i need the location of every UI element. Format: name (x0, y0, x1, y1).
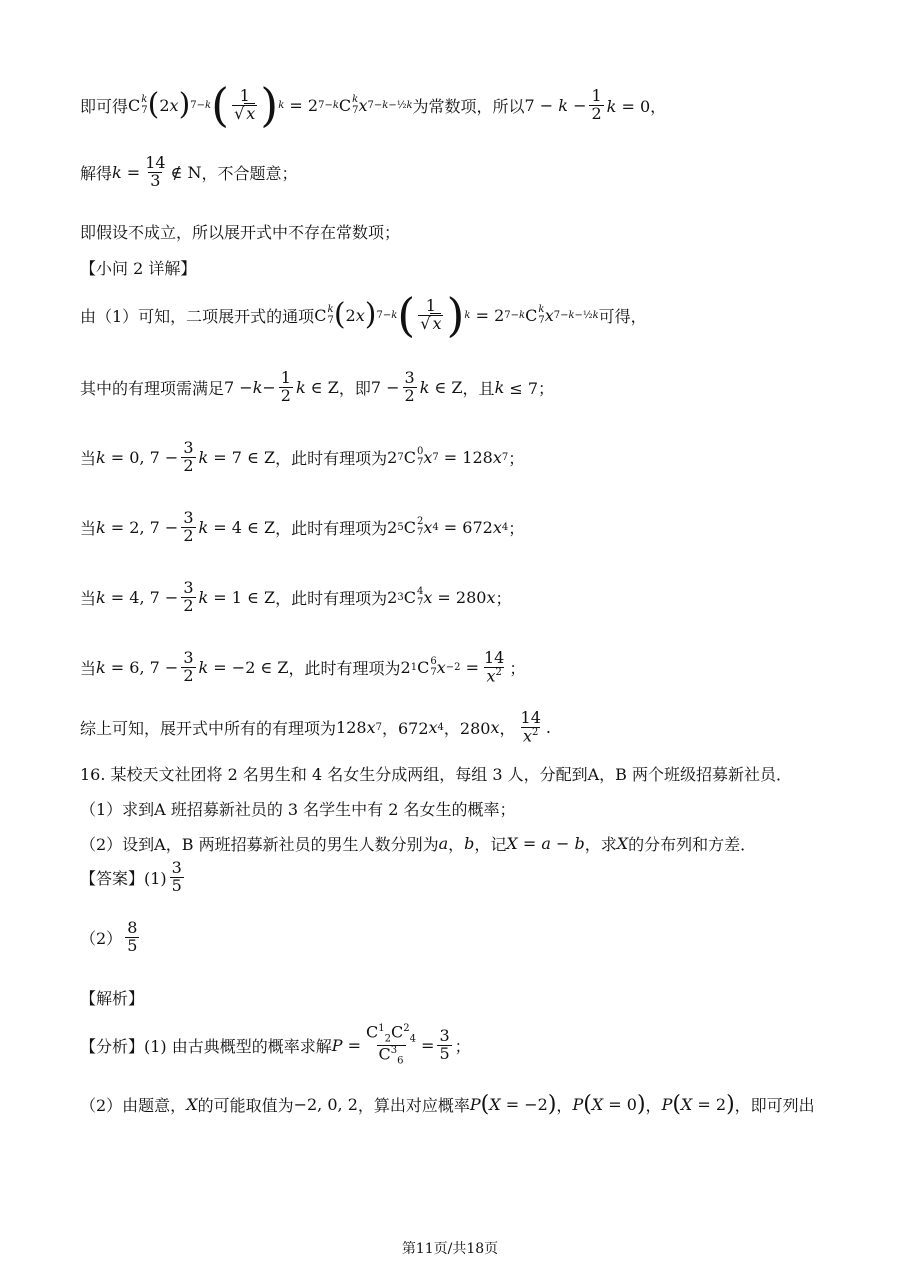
text: （2） (80, 928, 123, 948)
text: 解得 (80, 163, 113, 183)
analysis-line-2: （2）由题意， X 的可能取值为 −2, 0, 2 ，算出对应概率 P ( X = −2 ) ， P ( X = 0 ) ， P ( X = 2 ) ，即可列出 (80, 1091, 815, 1117)
answer-2: （2） $\frac{8}{5}$ (80, 918, 138, 955)
section-heading (80, 256, 196, 279)
text: 的分布列和方差． (628, 835, 757, 854)
line-k4: 当 k = 4, 7 − $\frac{3}{2}$ k = 1 ∈ Z ，此时有理项为 2 3 C 4 7 x = 280 x ； (80, 578, 512, 615)
line-6: 其中的有理项需满足 7 − k − $\frac{1}{2}$ k ∈ Z ，即 7 − $\frac{3}{2}$ k ∈ Z ，且 k ≤ 7； (80, 368, 555, 405)
answer-1: 【答案】(1) $\frac{3}{5}$ (80, 858, 182, 895)
text: （2）由题意， (80, 1096, 187, 1115)
text: （2）设到A，B 两班招募新社员的男生人数分别为 (80, 835, 439, 854)
line-1: 即可得 C k 7 ( 2 x ) 7−k ( $\frac{1}{√ x}$ ) k = 2 7−k C k 7 x 7−k−½k 为常数项，所以 7 − k − $\frac{1}{2}$ k = 0， (80, 78, 667, 132)
text: 当 (80, 448, 97, 468)
text: ，且 (462, 378, 495, 398)
line-summary: 综上可知，展开式中所有的有理项为 128 x 7 ，672 x 4 ，280 x ， $\frac{14}{x^2}$ . (80, 708, 551, 746)
text: 综上可知，展开式中所有的有理项为 (80, 718, 337, 738)
question-16-part1 (80, 797, 516, 820)
line-3 (80, 220, 400, 243)
analysis-line: 【分析】(1) 由古典概型的概率求解 P = $\frac{C^1_2C^2_4}{C^3_6}$ = $\frac{3}{5}$ ； (80, 1022, 471, 1067)
line-2: 解得 k = $\frac{14}{3}$ ∉ N ，不合题意； (80, 153, 298, 190)
text: 【答案】(1) (80, 868, 167, 888)
text: 当 (80, 658, 97, 678)
line-k2: 当 k = 2, 7 − $\frac{3}{2}$ k = 4 ∈ Z ，此时有理项为 2 5 C 2 7 x 4 = 672 x 4 ； (80, 508, 525, 545)
text: ，即可列出 (734, 1096, 815, 1115)
page-footer: 第11页/共18页 (401, 1241, 499, 1257)
line-5: 由（1）可知，二项展开式的通项 C k 7 ( 2 x ) 7−k ( $\frac{1}{√ x}$ ) k = 2 7−k C k 7 x 7−k−½k 可得， (80, 288, 647, 342)
text: 【小问 2 详解】 (80, 259, 197, 278)
text: ，记 (474, 835, 507, 854)
text: ，算出对应概率 (357, 1096, 470, 1115)
text: ，即 (338, 378, 371, 398)
text: ，此时有理项为 (275, 518, 388, 538)
text: 为常数项，所以 (412, 96, 525, 116)
text: ，此时有理项为 (275, 588, 388, 608)
text: 【分析】(1) 由古典概型的概率求解 (80, 1037, 332, 1057)
line-k6: 当 k = 6, 7 − $\frac{3}{2}$ k = −2 ∈ Z ，此时有理项为 2 1 C 6 7 x −2 = $\frac{14}{x^2}$ ； (80, 648, 526, 686)
text: 的可能取值为 (197, 1096, 294, 1115)
text: 可得， (598, 306, 647, 326)
text: 【解析】 (80, 989, 145, 1008)
text: 即可得 (80, 96, 129, 116)
text: 其中的有理项需满足 (80, 378, 225, 398)
line-k0: 当 k = 0, 7 − $\frac{3}{2}$ k = 7 ∈ Z ，此时有理项为 2 7 C 0 7 x 7 = 128 x 7 ； (80, 438, 525, 475)
text: 即假设不成立，所以展开式中不存在常数项； (80, 223, 401, 242)
text: （1）求到A 班招募新社员的 3 名学生中有 2 名女生的概率； (80, 800, 516, 819)
text: 由（1）可知，二项展开式的通项 (80, 306, 315, 326)
question-16-part2: （2）设到A，B 两班招募新社员的男生人数分别为 a ， b ，记 X = a − b ，求 X 的分布列和方差． (80, 834, 757, 854)
text: ，此时有理项为 (275, 448, 388, 468)
text: 当 (80, 518, 97, 538)
text: ，不合题意； (201, 163, 298, 183)
question-16 (80, 762, 792, 785)
text: 当 (80, 588, 97, 608)
text: ，此时有理项为 (288, 658, 401, 678)
text: 16. 某校天文社团将 2 名男生和 4 名女生分成两组，每组 3 人，分配到A，B 两个班级招募新社员． (80, 765, 792, 784)
jiexi-label (80, 986, 144, 1009)
text: ，求 (584, 835, 617, 854)
math-expr: C k 7 (128, 94, 148, 116)
